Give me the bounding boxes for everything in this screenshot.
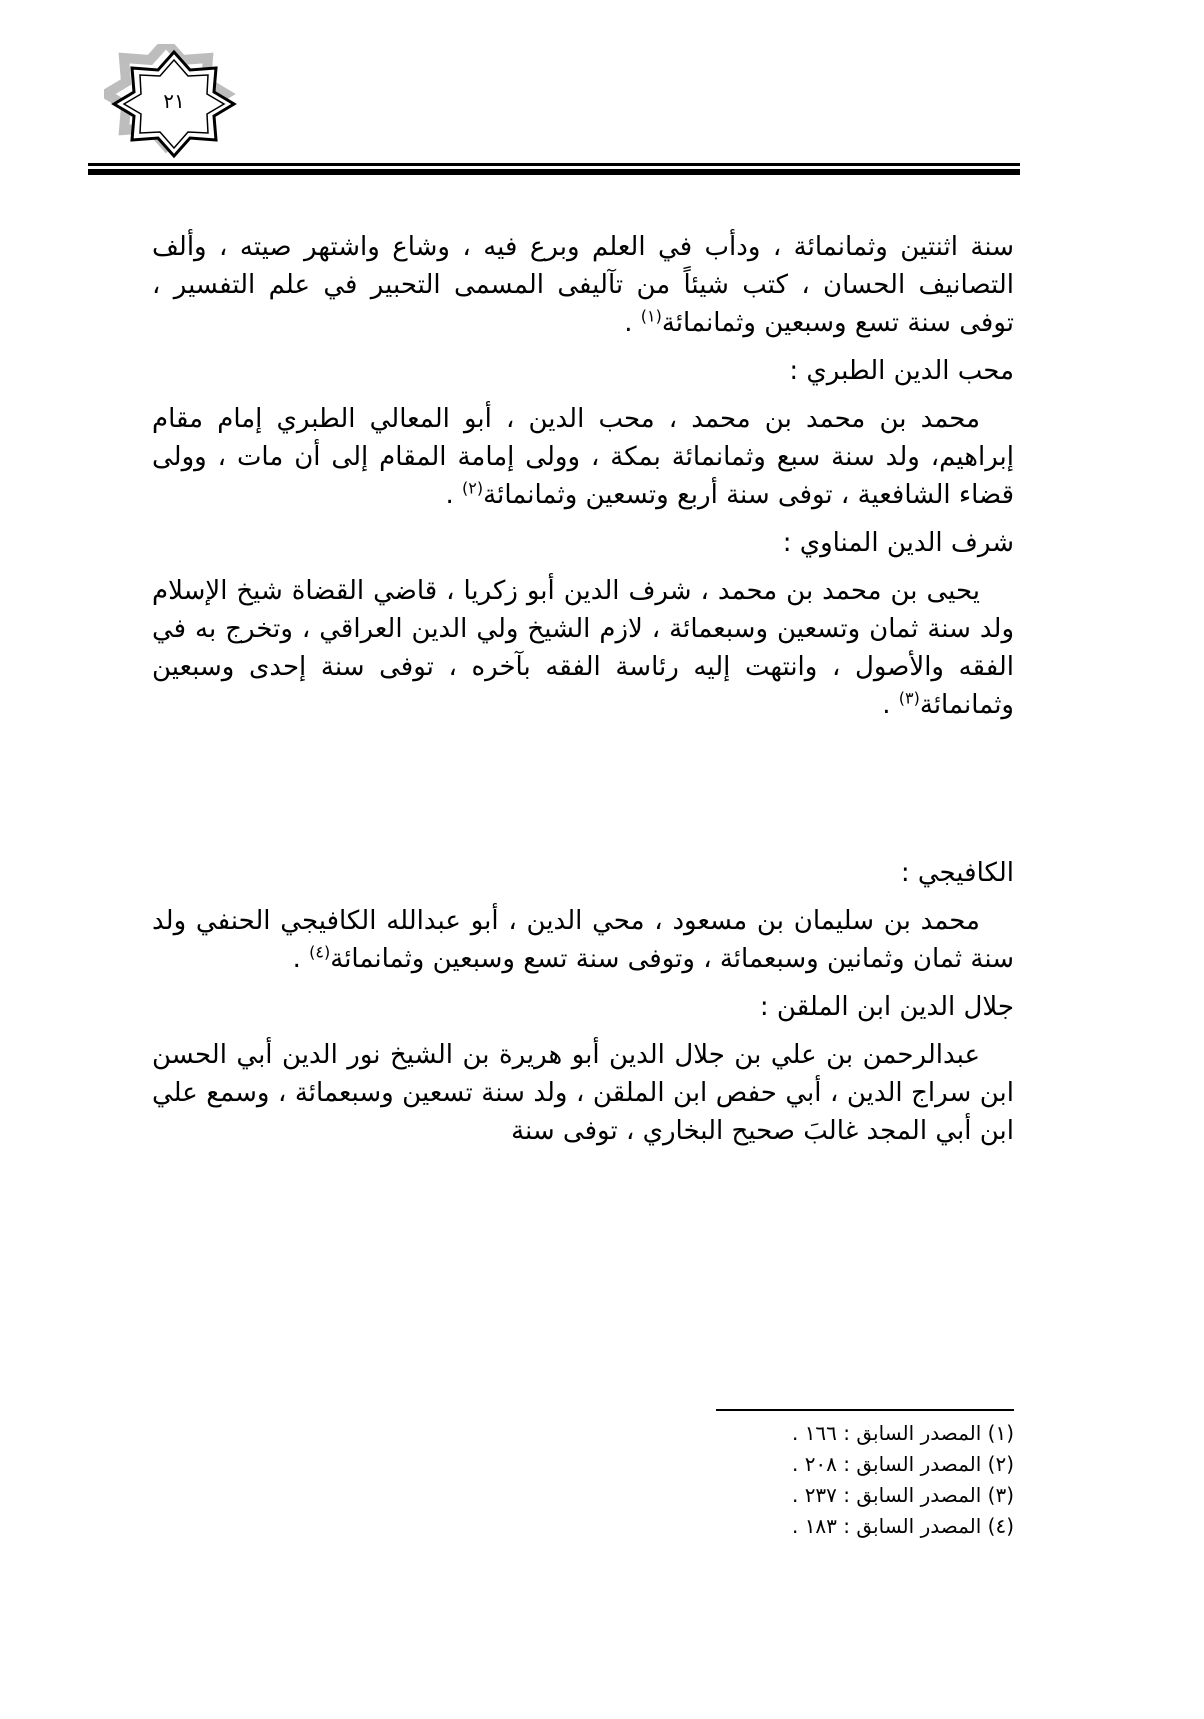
- footnote-separator: [716, 1409, 1014, 1411]
- paragraph-4: محمد بن سليمان بن مسعود ، محي الدين ، أبو عبدالله الكافيجي الحنفي ولد سنة ثمان وثمانين وسبعمائة ، وتوفى سنة تسع وسبعين وثمانمائة$^{(٤)}$ .: [152, 906, 1014, 974]
- footnote-ref-2: (٢): [462, 478, 484, 498]
- footnotes: [500, 1418, 1014, 1542]
- section-heading-kafiji: الكافيجي :: [900, 858, 1014, 888]
- footnote-ref-1: (١): [640, 306, 662, 326]
- footnote-3: (٣) المصدر السابق : ٢٣٧ .: [791, 1483, 1014, 1507]
- section-heading-ibn-mulaqqin: جلال الدين ابن الملقن :: [759, 992, 1014, 1022]
- header-rule-thick: [88, 169, 1020, 175]
- section-heading-tabari: محب الدين الطبري :: [789, 356, 1014, 386]
- paragraph-5: عبدالرحمن بن علي بن جلال الدين أبو هريرة بن الشيخ نور الدين أبي الحسن ابن سراج الدين ، أبي حفص ابن الملقن ، ولد سنة تسعين وسبعمائة ، وسمع علي ابن أبي المجد غالبَ صحيح البخاري ، توفى سنة: [152, 1040, 1014, 1146]
- footnote-1: (١) المصدر السابق : ١٦٦ .: [791, 1421, 1014, 1445]
- paragraph-1: سنة اثنتين وثمانمائة ، ودأب في العلم وبرع فيه ، وشاع واشتهر صيته ، وألف التصانيف الحسان ، كتب شيئاً من تآليفى المسمى التحبير في علم التفسير ، توفى سنة تسع وسبعين وثمانمائة$^{(١)}$ .: [152, 232, 1014, 338]
- header-rule-thin: [88, 163, 1020, 166]
- blank-space: [152, 724, 1014, 844]
- section-heading-munawi: شرف الدين المناوي :: [782, 528, 1014, 558]
- footnote-2: (٢) المصدر السابق : ٢٠٨ .: [791, 1452, 1014, 1476]
- footnote-ref-3: (٣): [898, 688, 920, 708]
- page-number-badge: [104, 44, 244, 160]
- footnote-ref-4: (٤): [309, 942, 331, 962]
- paragraph-3: يحيى بن محمد بن محمد ، شرف الدين أبو زكريا ، قاضي القضاة شيخ الإسلام ولد سنة ثمان وتسعين وسبعمائة ، لازم الشيخ ولي الدين العراقي ، وتخرج به في الفقه والأصول ، وانتهت إليه رئاسة الفقه بآخره ، توفى سنة إحدى وسبعين وثمانمائة$^{(٣)}$ .: [152, 576, 1014, 720]
- main-text: [152, 228, 1014, 1150]
- footnote-4: (٤) المصدر السابق : ١٨٣ .: [791, 1514, 1014, 1538]
- paragraph-2: محمد بن محمد بن محمد ، محب الدين ، أبو المعالي الطبري إمام مقام إبراهيم، ولد سنة سبع وثمانمائة بمكة ، وولى إمامة المقام إلى أن مات ، وولى قضاء الشافعية ، توفى سنة أربع وتسعين وثمانمائة$^{(٢)}$ .: [152, 404, 1014, 510]
- page-number: ٢١: [163, 89, 185, 113]
